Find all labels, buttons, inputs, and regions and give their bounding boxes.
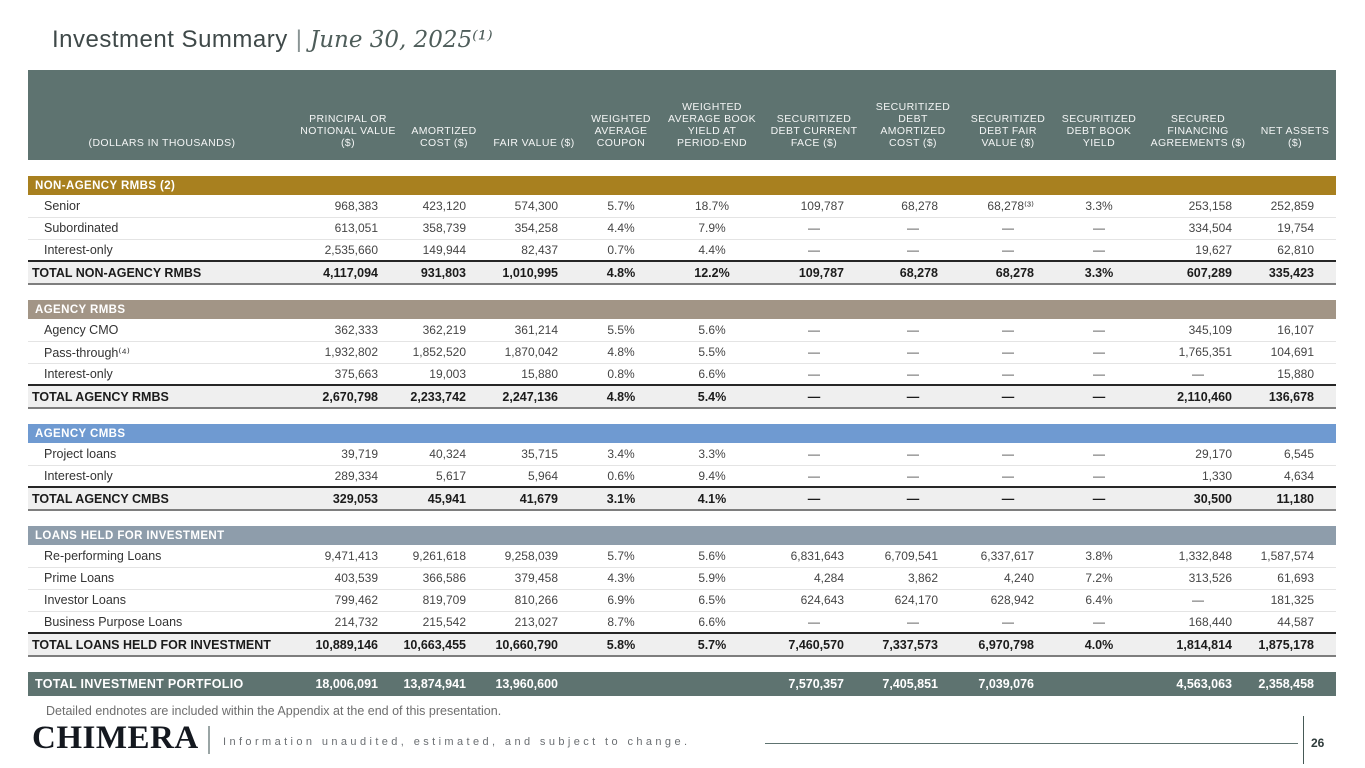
total-row-total-non-agency-rmbs-cell: 607,289: [1142, 261, 1254, 284]
total-row-total-agency-rmbs-cell: 4.8%: [580, 385, 662, 408]
row-senior-cell: 109,787: [762, 195, 866, 217]
row-interest-only-cell: —: [866, 363, 960, 385]
row-prime-loans-cell: 4,240: [960, 567, 1056, 589]
row-re-performing-loans-cell: 9,261,618: [400, 545, 488, 567]
total-row-total-agency-cmbs-cell: 41,679: [488, 487, 580, 510]
row-interest-only-cell: 19,627: [1142, 239, 1254, 261]
row-re-performing-loans-cell: 1,332,848: [1142, 545, 1254, 567]
section-gap: [28, 510, 1336, 526]
row-interest-only-cell: 5,964: [488, 465, 580, 487]
row-interest-only-cell: —: [762, 465, 866, 487]
total-row-total-agency-cmbs: [28, 487, 1336, 510]
row-senior-cell: 423,120: [400, 195, 488, 217]
row-subordinated-cell: —: [866, 217, 960, 239]
total-row-total-loans-held-for-investment-cell: 5.8%: [580, 633, 662, 656]
section-gap: [28, 284, 1336, 300]
total-row-total-agency-rmbs-cell: 2,247,136: [488, 385, 580, 408]
total-row-total-agency-rmbs-cell: —: [762, 385, 866, 408]
col-header-principal-notional-value: PRINCIPAL OR NOTIONAL VALUE ($): [296, 70, 400, 160]
row-business-purpose-loans-cell: 6.6%: [662, 611, 762, 633]
total-row-total-agency-rmbs-cell: —: [960, 385, 1056, 408]
row-interest-only-cell: 0.8%: [580, 363, 662, 385]
row-agency-cmo-cell: —: [1056, 319, 1142, 341]
section-gap-cell: [28, 160, 1336, 176]
row-interest-only-cell: 15,880: [1254, 363, 1336, 385]
total-row-total-agency-cmbs-cell: —: [866, 487, 960, 510]
row-interest-only-cell: 82,437: [488, 239, 580, 261]
section-header-loans-held-for-investment: [28, 526, 1336, 545]
row-interest-only-label: Interest-only: [28, 465, 296, 487]
row-interest-only: [28, 465, 1336, 487]
row-interest-only-label: Interest-only: [28, 363, 296, 385]
row-prime-loans-cell: 4,284: [762, 567, 866, 589]
total-row-total-agency-cmbs-cell: 30,500: [1142, 487, 1254, 510]
row-prime-loans-label: Prime Loans: [28, 567, 296, 589]
section-header-label: LOANS HELD FOR INVESTMENT: [28, 526, 1336, 545]
row-prime-loans-cell: 379,458: [488, 567, 580, 589]
row-senior-cell: 68,278: [866, 195, 960, 217]
row-project-loans-cell: 29,170: [1142, 443, 1254, 465]
row-interest-only-cell: 4.4%: [662, 239, 762, 261]
row-re-performing-loans-cell: 6,337,617: [960, 545, 1056, 567]
col-header-securitized-debt-book-yield: SECURITIZED DEBT BOOK YIELD: [1056, 70, 1142, 160]
row-interest-only-cell: 1,330: [1142, 465, 1254, 487]
col-header-weighted-average-coupon: WEIGHTED AVERAGE COUPON: [580, 70, 662, 160]
total-row-total-loans-held-for-investment-cell: 10,660,790: [488, 633, 580, 656]
total-row-total-agency-rmbs-cell: —: [866, 385, 960, 408]
row-investor-loans-cell: 624,643: [762, 589, 866, 611]
row-subordinated-cell: 358,739: [400, 217, 488, 239]
row-agency-cmo-cell: —: [960, 319, 1056, 341]
row-interest-only-cell: —: [866, 239, 960, 261]
row-re-performing-loans-cell: 3.8%: [1056, 545, 1142, 567]
row-agency-cmo-label: Agency CMO: [28, 319, 296, 341]
total-row-total-non-agency-rmbs-cell: 335,423: [1254, 261, 1336, 284]
row-pass-through-cell: 1,852,520: [400, 341, 488, 363]
row-senior-cell: 968,383: [296, 195, 400, 217]
row-agency-cmo-cell: —: [866, 319, 960, 341]
row-investor-loans-cell: 810,266: [488, 589, 580, 611]
row-project-loans-cell: 35,715: [488, 443, 580, 465]
total-row-total-loans-held-for-investment-cell: 6,970,798: [960, 633, 1056, 656]
row-interest-only-cell: 5,617: [400, 465, 488, 487]
total-row-total-loans-held-for-investment-cell: 1,814,814: [1142, 633, 1254, 656]
row-subordinated-cell: 4.4%: [580, 217, 662, 239]
row-agency-cmo-cell: 362,333: [296, 319, 400, 341]
section-header-label: AGENCY RMBS: [28, 300, 1336, 319]
row-pass-through: [28, 341, 1336, 363]
row-interest-only: [28, 363, 1336, 385]
row-subordinated-cell: 354,258: [488, 217, 580, 239]
row-re-performing-loans-cell: 1,587,574: [1254, 545, 1336, 567]
title-separator: |: [295, 26, 302, 53]
row-prime-loans-cell: 5.9%: [662, 567, 762, 589]
row-investor-loans-label: Investor Loans: [28, 589, 296, 611]
section-gap-cell: [28, 656, 1336, 672]
row-pass-through-cell: —: [762, 341, 866, 363]
row-agency-cmo-cell: 16,107: [1254, 319, 1336, 341]
row-prime-loans-cell: 4.3%: [580, 567, 662, 589]
grand-total-cell: 13,874,941: [400, 672, 488, 696]
row-interest-only-cell: —: [1056, 465, 1142, 487]
row-prime-loans-cell: 7.2%: [1056, 567, 1142, 589]
row-interest-only-label: Interest-only: [28, 239, 296, 261]
row-senior-cell: 3.3%: [1056, 195, 1142, 217]
row-interest-only-cell: 4,634: [1254, 465, 1336, 487]
total-row-total-non-agency-rmbs-cell: 68,278: [866, 261, 960, 284]
row-interest-only-cell: —: [1142, 363, 1254, 385]
row-interest-only-cell: —: [1056, 363, 1142, 385]
grand-total-cell: [662, 672, 762, 696]
row-agency-cmo-cell: 362,219: [400, 319, 488, 341]
row-pass-through-cell: —: [1056, 341, 1142, 363]
col-header-securitized-debt-fair-value: SECURITIZED DEBT FAIR VALUE ($): [960, 70, 1056, 160]
total-row-total-non-agency-rmbs-label: TOTAL NON-AGENCY RMBS: [28, 261, 296, 284]
section-header-label: AGENCY CMBS: [28, 424, 1336, 443]
row-pass-through-cell: —: [960, 341, 1056, 363]
col-header-net-assets: NET ASSETS ($): [1254, 70, 1336, 160]
row-business-purpose-loans-cell: 44,587: [1254, 611, 1336, 633]
table-header: [28, 70, 1336, 160]
chimera-logo: CHIMERA: [32, 720, 199, 756]
row-business-purpose-loans-cell: —: [1056, 611, 1142, 633]
row-investor-loans-cell: —: [1142, 589, 1254, 611]
row-business-purpose-loans-cell: —: [960, 611, 1056, 633]
row-re-performing-loans-cell: 6,831,643: [762, 545, 866, 567]
total-row-total-non-agency-rmbs-cell: 931,803: [400, 261, 488, 284]
section-header-non-agency-rmbs-2: [28, 176, 1336, 195]
row-prime-loans-cell: 61,693: [1254, 567, 1336, 589]
row-investor-loans: [28, 589, 1336, 611]
row-project-loans-cell: 3.4%: [580, 443, 662, 465]
row-investor-loans-cell: 6.4%: [1056, 589, 1142, 611]
row-project-loans-cell: —: [960, 443, 1056, 465]
row-business-purpose-loans-cell: 168,440: [1142, 611, 1254, 633]
row-agency-cmo: [28, 319, 1336, 341]
total-row-total-agency-cmbs-cell: 3.1%: [580, 487, 662, 510]
slide-title-date: June 30, 2025⁽¹⁾: [309, 27, 493, 53]
total-row-total-loans-held-for-investment-cell: 1,875,178: [1254, 633, 1336, 656]
total-row-total-agency-cmbs-cell: 4.1%: [662, 487, 762, 510]
total-row-total-agency-rmbs-cell: —: [1056, 385, 1142, 408]
total-row-total-agency-cmbs-cell: 329,053: [296, 487, 400, 510]
row-business-purpose-loans: [28, 611, 1336, 633]
grand-total-cell: 7,405,851: [866, 672, 960, 696]
row-interest-only-cell: —: [960, 363, 1056, 385]
row-business-purpose-loans-cell: 8.7%: [580, 611, 662, 633]
col-header-secured-financing-agreements: SECURED FINANCING AGREEMENTS ($): [1142, 70, 1254, 160]
row-subordinated-label: Subordinated: [28, 217, 296, 239]
total-row-total-agency-rmbs-cell: 2,110,460: [1142, 385, 1254, 408]
col-header-weighted-average-book-yield: WEIGHTED AVERAGE BOOK YIELD AT PERIOD-END: [662, 70, 762, 160]
row-project-loans-cell: —: [1056, 443, 1142, 465]
row-subordinated-cell: 613,051: [296, 217, 400, 239]
total-row-total-non-agency-rmbs-cell: 12.2%: [662, 261, 762, 284]
total-row-total-loans-held-for-investment-cell: 5.7%: [662, 633, 762, 656]
total-row-total-non-agency-rmbs-cell: 4,117,094: [296, 261, 400, 284]
row-senior-cell: 574,300: [488, 195, 580, 217]
row-interest-only-cell: 375,663: [296, 363, 400, 385]
grand-total-cell: [580, 672, 662, 696]
total-row-total-non-agency-rmbs-cell: 3.3%: [1056, 261, 1142, 284]
row-project-loans-label: Project loans: [28, 443, 296, 465]
section-gap-cell: [28, 284, 1336, 300]
row-pass-through-cell: 4.8%: [580, 341, 662, 363]
row-project-loans-cell: 6,545: [1254, 443, 1336, 465]
row-interest-only-cell: 6.6%: [662, 363, 762, 385]
row-agency-cmo-cell: —: [762, 319, 866, 341]
row-senior-cell: 18.7%: [662, 195, 762, 217]
grand-total-label: TOTAL INVESTMENT PORTFOLIO: [28, 672, 296, 696]
row-interest-only-cell: 149,944: [400, 239, 488, 261]
col-header-securitized-debt-current-face: SECURITIZED DEBT CURRENT FACE ($): [762, 70, 866, 160]
grand-total-cell: 2,358,458: [1254, 672, 1336, 696]
row-subordinated-cell: —: [1056, 217, 1142, 239]
row-interest-only-cell: 289,334: [296, 465, 400, 487]
row-investor-loans-cell: 628,942: [960, 589, 1056, 611]
total-row-total-loans-held-for-investment: [28, 633, 1336, 656]
grand-total-cell: [1056, 672, 1142, 696]
row-investor-loans-cell: 181,325: [1254, 589, 1336, 611]
row-pass-through-cell: 1,765,351: [1142, 341, 1254, 363]
grand-total-cell: 13,960,600: [488, 672, 580, 696]
row-agency-cmo-cell: 345,109: [1142, 319, 1254, 341]
row-pass-through-cell: 1,932,802: [296, 341, 400, 363]
row-re-performing-loans-cell: 6,709,541: [866, 545, 960, 567]
grand-total-row: [28, 672, 1336, 696]
row-business-purpose-loans-cell: 214,732: [296, 611, 400, 633]
total-row-total-loans-held-for-investment-cell: 4.0%: [1056, 633, 1142, 656]
total-row-total-loans-held-for-investment-cell: 7,337,573: [866, 633, 960, 656]
row-business-purpose-loans-cell: —: [866, 611, 960, 633]
row-subordinated-cell: 19,754: [1254, 217, 1336, 239]
footer-tagline: Information unaudited, estimated, and subject to change.: [223, 736, 691, 748]
total-row-total-agency-rmbs-cell: 136,678: [1254, 385, 1336, 408]
row-interest-only-cell: —: [1056, 239, 1142, 261]
section-gap-cell: [28, 408, 1336, 424]
row-investor-loans-cell: 624,170: [866, 589, 960, 611]
row-interest-only: [28, 239, 1336, 261]
row-prime-loans-cell: 3,862: [866, 567, 960, 589]
col-header-securitized-debt-amortized-cost: SECURITIZED DEBT AMORTIZED COST ($): [866, 70, 960, 160]
row-pass-through-cell: 5.5%: [662, 341, 762, 363]
row-business-purpose-loans-cell: 213,027: [488, 611, 580, 633]
row-agency-cmo-cell: 361,214: [488, 319, 580, 341]
section-gap: [28, 408, 1336, 424]
row-senior-cell: 252,859: [1254, 195, 1336, 217]
row-re-performing-loans-cell: 5.6%: [662, 545, 762, 567]
row-interest-only-cell: 0.7%: [580, 239, 662, 261]
row-re-performing-loans-label: Re-performing Loans: [28, 545, 296, 567]
row-project-loans-cell: —: [762, 443, 866, 465]
row-agency-cmo-cell: 5.6%: [662, 319, 762, 341]
slide-title-main: Investment Summary: [52, 26, 288, 53]
row-interest-only-cell: —: [960, 239, 1056, 261]
row-investor-loans-cell: 6.5%: [662, 589, 762, 611]
row-interest-only-cell: 0.6%: [580, 465, 662, 487]
row-project-loans-cell: 40,324: [400, 443, 488, 465]
row-subordinated: [28, 217, 1336, 239]
total-row-total-agency-cmbs-label: TOTAL AGENCY CMBS: [28, 487, 296, 510]
row-business-purpose-loans-label: Business Purpose Loans: [28, 611, 296, 633]
row-prime-loans: [28, 567, 1336, 589]
endnote-text: Detailed endnotes are included within the Appendix at the end of this presentation.: [46, 704, 502, 718]
row-pass-through-label: Pass-through⁽⁴⁾: [28, 341, 296, 363]
row-subordinated-cell: 334,504: [1142, 217, 1254, 239]
row-subordinated-cell: 7.9%: [662, 217, 762, 239]
row-interest-only-cell: —: [866, 465, 960, 487]
row-pass-through-cell: —: [866, 341, 960, 363]
row-interest-only-cell: 19,003: [400, 363, 488, 385]
row-project-loans-cell: 3.3%: [662, 443, 762, 465]
grand-total-cell: 7,039,076: [960, 672, 1056, 696]
row-interest-only-cell: 9.4%: [662, 465, 762, 487]
section-gap-cell: [28, 510, 1336, 526]
total-row-total-agency-rmbs-cell: 2,233,742: [400, 385, 488, 408]
total-row-total-agency-cmbs-cell: 45,941: [400, 487, 488, 510]
row-interest-only-cell: 62,810: [1254, 239, 1336, 261]
page-number-divider: [1303, 716, 1304, 764]
row-pass-through-cell: 104,691: [1254, 341, 1336, 363]
row-re-performing-loans-cell: 5.7%: [580, 545, 662, 567]
row-interest-only-cell: 2,535,660: [296, 239, 400, 261]
total-row-total-non-agency-rmbs-cell: 4.8%: [580, 261, 662, 284]
total-row-total-non-agency-rmbs-cell: 1,010,995: [488, 261, 580, 284]
row-subordinated-cell: —: [762, 217, 866, 239]
table-body: [28, 160, 1336, 696]
total-row-total-agency-rmbs-cell: 2,670,798: [296, 385, 400, 408]
row-re-performing-loans-cell: 9,471,413: [296, 545, 400, 567]
total-row-total-loans-held-for-investment-cell: 10,663,455: [400, 633, 488, 656]
row-investor-loans-cell: 819,709: [400, 589, 488, 611]
total-row-total-agency-rmbs-label: TOTAL AGENCY RMBS: [28, 385, 296, 408]
slide-title: [52, 26, 493, 54]
footer-divider: [208, 726, 210, 754]
row-project-loans-cell: —: [866, 443, 960, 465]
row-project-loans: [28, 443, 1336, 465]
row-interest-only-cell: 15,880: [488, 363, 580, 385]
section-header-agency-rmbs: [28, 300, 1336, 319]
total-row-total-agency-cmbs-cell: —: [762, 487, 866, 510]
row-project-loans-cell: 39,719: [296, 443, 400, 465]
row-interest-only-cell: —: [762, 363, 866, 385]
row-senior-cell: 253,158: [1142, 195, 1254, 217]
total-row-total-loans-held-for-investment-label: TOTAL LOANS HELD FOR INVESTMENT: [28, 633, 296, 656]
total-row-total-agency-cmbs-cell: —: [960, 487, 1056, 510]
row-prime-loans-cell: 366,586: [400, 567, 488, 589]
section-gap: [28, 656, 1336, 672]
row-senior-cell: 5.7%: [580, 195, 662, 217]
total-row-total-agency-rmbs: [28, 385, 1336, 408]
row-business-purpose-loans-cell: 215,542: [400, 611, 488, 633]
col-header-amortized-cost: AMORTIZED COST ($): [400, 70, 488, 160]
row-senior-cell: 68,278⁽³⁾: [960, 195, 1056, 217]
grand-total-cell: 4,563,063: [1142, 672, 1254, 696]
total-row-total-non-agency-rmbs-cell: 68,278: [960, 261, 1056, 284]
section-gap: [28, 160, 1336, 176]
row-senior: [28, 195, 1336, 217]
row-pass-through-cell: 1,870,042: [488, 341, 580, 363]
row-prime-loans-cell: 403,539: [296, 567, 400, 589]
row-agency-cmo-cell: 5.5%: [580, 319, 662, 341]
row-interest-only-cell: —: [960, 465, 1056, 487]
section-header-agency-cmbs: [28, 424, 1336, 443]
total-row-total-agency-cmbs-cell: —: [1056, 487, 1142, 510]
grand-total-cell: 7,570,357: [762, 672, 866, 696]
row-subordinated-cell: —: [960, 217, 1056, 239]
footer-rule: [765, 743, 1298, 744]
total-row-total-non-agency-rmbs: [28, 261, 1336, 284]
row-investor-loans-cell: 6.9%: [580, 589, 662, 611]
page-number: 26: [1311, 736, 1325, 750]
row-business-purpose-loans-cell: —: [762, 611, 866, 633]
col-header-dollars-in-thousands: (DOLLARS IN THOUSANDS): [28, 70, 296, 160]
total-row-total-loans-held-for-investment-cell: 7,460,570: [762, 633, 866, 656]
total-row-total-agency-cmbs-cell: 11,180: [1254, 487, 1336, 510]
total-row-total-loans-held-for-investment-cell: 10,889,146: [296, 633, 400, 656]
row-re-performing-loans-cell: 9,258,039: [488, 545, 580, 567]
grand-total-cell: 18,006,091: [296, 672, 400, 696]
section-header-label: NON-AGENCY RMBS (2): [28, 176, 1336, 195]
row-prime-loans-cell: 313,526: [1142, 567, 1254, 589]
row-re-performing-loans: [28, 545, 1336, 567]
investment-table: [28, 70, 1336, 696]
row-senior-label: Senior: [28, 195, 296, 217]
total-row-total-agency-rmbs-cell: 5.4%: [662, 385, 762, 408]
row-investor-loans-cell: 799,462: [296, 589, 400, 611]
total-row-total-non-agency-rmbs-cell: 109,787: [762, 261, 866, 284]
row-interest-only-cell: —: [762, 239, 866, 261]
col-header-fair-value: FAIR VALUE ($): [488, 70, 580, 160]
